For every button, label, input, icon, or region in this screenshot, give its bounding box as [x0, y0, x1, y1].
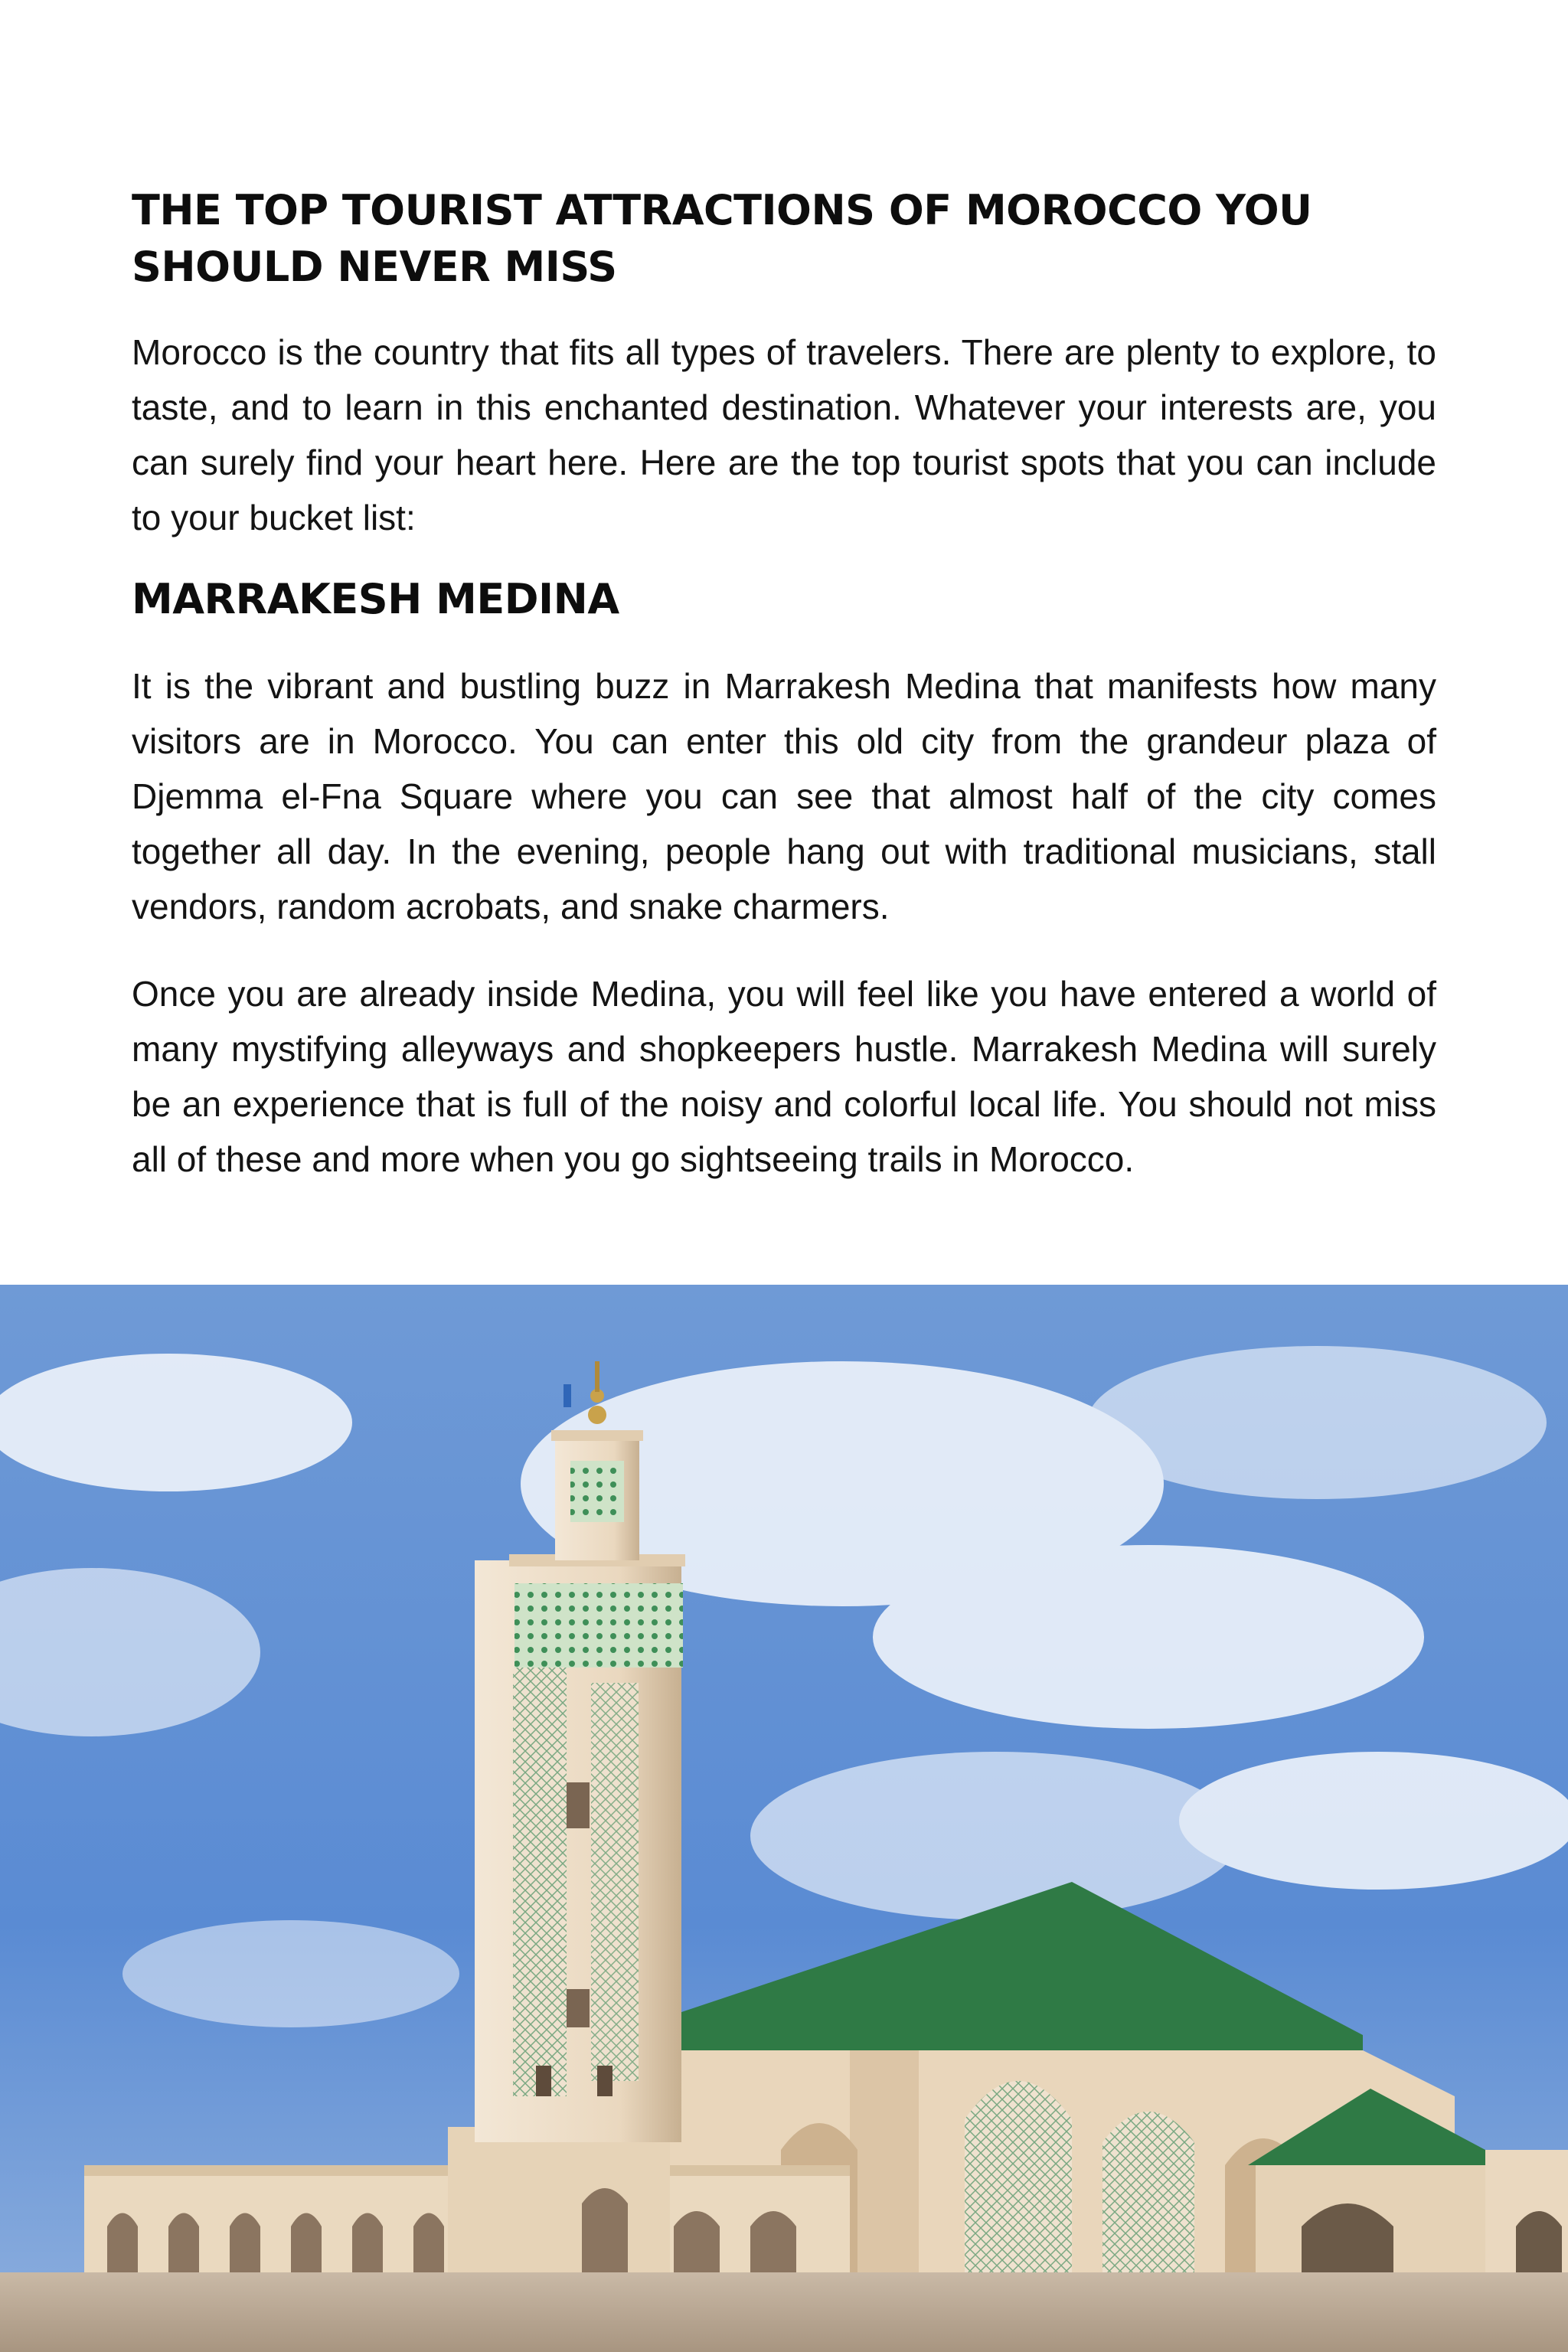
body-paragraph-1: It is the vibrant and bustling buzz in Marrakesh Medina that manifests how many visitors are in Morocco. You can enter this old city from the grandeur plaza of Djemma el-Fna Square where you can see that almost half of the city comes together all day. In the evening, people hang out with traditional musicians, stall vendors, random acrobats, and snake charmers.: [132, 666, 1436, 926]
page-title: THE TOP TOURIST ATTRACTIONS OF MOROCCO YOU SHOULD NEVER MISS: [132, 186, 1312, 291]
intro-paragraph: Morocco is the country that fits all types of travelers. There are plenty to explore, to taste, and to learn in this enchanted destination. Whatever your interests are, you can surely find your heart here. Here are the top tourist spots that you can include to your bucket list:: [132, 332, 1436, 537]
plaza-ground: [0, 2272, 1568, 2352]
section-heading: MARRAKESH MEDINA: [132, 575, 619, 623]
mosque-photo: [0, 1285, 1568, 2352]
body-paragraph-2: Once you are already inside Medina, you will feel like you have entered a world of many mystifying alleyways and shopkeepers hustle. Marrakesh Medina will surely be an experience that is full of the noisy and colorful local life. You should not miss all of these and more when you go sightseeing trails in Morocco.: [132, 974, 1436, 1179]
